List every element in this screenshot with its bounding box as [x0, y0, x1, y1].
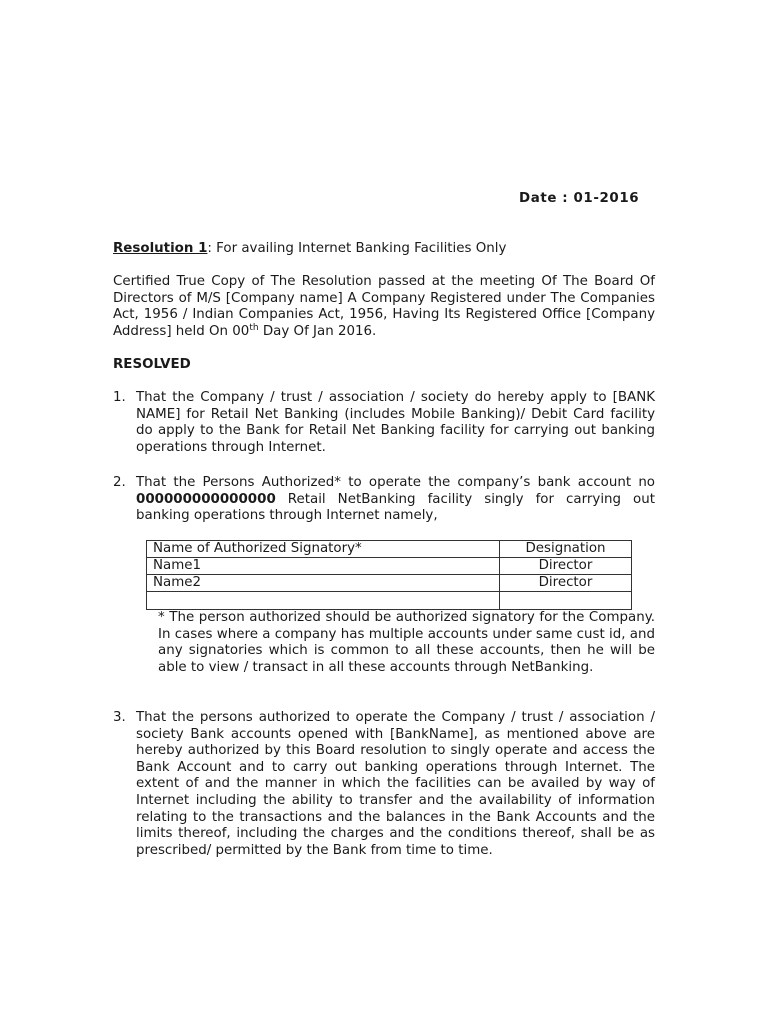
table-row — [147, 558, 632, 575]
resolution-item-1 — [113, 390, 655, 456]
header-name: Name of Authorized Signatory* — [147, 541, 500, 558]
item-text: That the persons authorized to operate the Company / trust / association / society Bank accounts opened with [BankName], as mentioned above are hereby authorized by this Board resolution to singly operate and access the Bank Account and to carry out banking operations through Internet. The extent of and the manner in which the facilities can be availed by way of Internet including the ability to transfer and the availability of information relating to the transactions and the balances in the Bank Accounts and the limits thereof, including the charges and the conditions thereof, shall be as prescribed/ permitted by the Bank from time to time. — [136, 710, 655, 858]
account-number: 000000000000000 — [136, 491, 276, 507]
resolution-item-2 — [113, 475, 655, 525]
cell-designation — [500, 592, 632, 610]
cell-name — [147, 592, 500, 610]
certified-paragraph — [113, 274, 655, 340]
cell-designation: Director — [500, 575, 632, 592]
certified-text: Certified True Copy of The Resolution passed at the meeting Of The Board Of Directors of M/S [Company name] A Company Registered under The Companies Act, 1956 / Indian Companies Act, 1956, Having Its Registered Office [Company Address] held On 00 — [113, 274, 655, 339]
item-text: That the Company / trust / association / society do hereby apply to [BANK NAME] for Retail Net Banking (includes Mobile Banking)/ Debit Card facility do apply to the Bank for Retail Net Banking facility for carrying out banking operations through Internet. — [136, 390, 655, 455]
item-number: 3. — [113, 710, 126, 725]
certified-text-end: Day Of Jan 2016. — [258, 323, 377, 339]
signatory-footnote: * The person authorized should be authorized signatory for the Company. In cases where a company has multiple accounts under same cust id, and any signatories which is common to all these accounts, then he will be able to view / transact in all these accounts through NetBanking. — [158, 610, 655, 675]
item-number: 1. — [113, 390, 126, 405]
item-text-start: That the Persons Authorized* to operate the company’s bank account no — [136, 475, 655, 490]
resolution-heading — [113, 241, 655, 258]
resolution-item-3 — [113, 710, 655, 859]
table-row — [147, 592, 632, 610]
document-date: Date : 01-2016 — [519, 191, 640, 206]
item-text-end: Retail NetBanking facility singly for carrying out banking operations through Internet namely, — [136, 491, 655, 524]
cell-name: Name2 — [147, 575, 500, 592]
resolved-heading: RESOLVED — [113, 357, 191, 372]
cell-name: Name1 — [147, 558, 500, 575]
cell-designation: Director — [500, 558, 632, 575]
header-designation: Designation — [500, 541, 632, 558]
signatory-table — [146, 540, 632, 610]
resolution-label: Resolution 1 — [113, 241, 208, 256]
table-row — [147, 575, 632, 592]
table-header-row — [147, 541, 632, 558]
resolution-title: : For availing Internet Banking Facilities Only — [207, 241, 507, 256]
certified-sup: th — [249, 322, 259, 333]
item-text — [136, 475, 655, 525]
item-number: 2. — [113, 475, 126, 490]
